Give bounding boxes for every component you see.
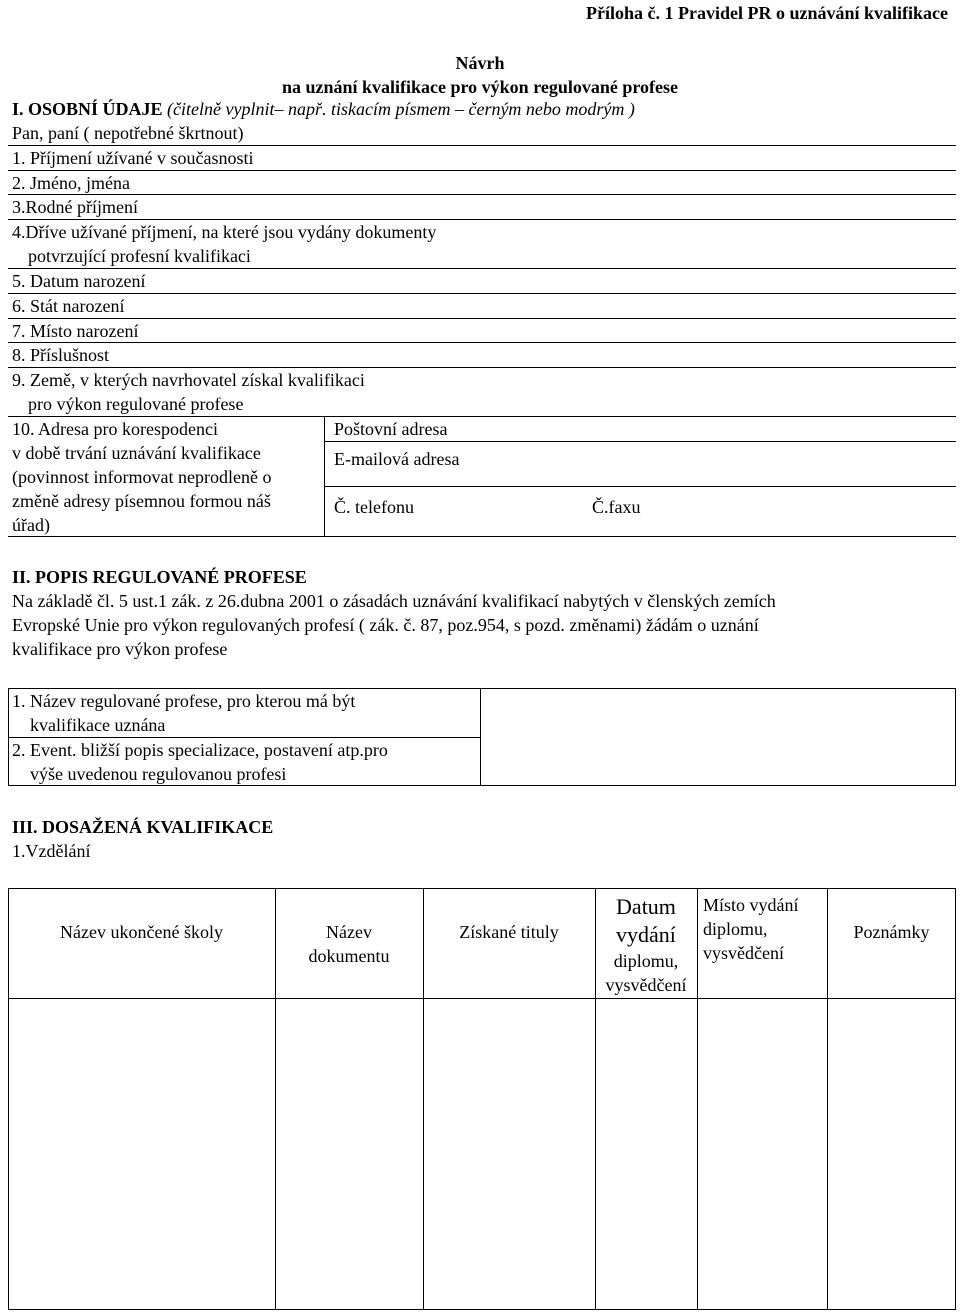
section1-heading-note: (čitelně vyplnit– např. tiskacím písmem – černým nebo modrým ) bbox=[167, 99, 635, 119]
field-qualification-countries[interactable]: 9. Země, v kterých navrhovatel získal kvalifikaci bbox=[12, 370, 365, 390]
address-label-line-4: změně adresy písemnou formou náš bbox=[12, 491, 271, 511]
address-label-line-1: 10. Adresa pro korespodenci bbox=[12, 419, 218, 439]
section2-intro-line-3: kvalifikace pro výkon profese bbox=[12, 639, 228, 659]
column-issue-place-line-3: vysvědčení bbox=[703, 943, 784, 963]
profession-input[interactable] bbox=[481, 689, 955, 785]
section2-heading: II. POPIS REGULOVANÉ PROFESE bbox=[12, 567, 307, 587]
section1-heading-line bbox=[12, 98, 635, 120]
school-name-input[interactable] bbox=[9, 999, 275, 1309]
column-issue-date-line-2: vydání bbox=[616, 922, 676, 947]
column-notes: Poznámky bbox=[853, 922, 930, 942]
specialization-label: 2. Event. bližší popis specializace, postavení atp.pro bbox=[12, 740, 388, 760]
column-issue-place-line-2: diplomu, bbox=[703, 919, 768, 939]
field-previous-surname[interactable]: 4.Dříve užívané příjmení, na které jsou vydány dokumenty bbox=[12, 222, 437, 242]
issue-date-input[interactable] bbox=[596, 999, 697, 1309]
section1-heading: I. OSOBNÍ ÚDAJE bbox=[12, 99, 163, 119]
field-birth-place[interactable]: 7. Místo narození bbox=[12, 321, 139, 341]
field-qualification-countries-cont: pro výkon regulované profese bbox=[28, 394, 244, 414]
field-birth-date[interactable]: 5. Datum narození bbox=[12, 271, 146, 291]
field-birth-surname[interactable]: 3.Rodné příjmení bbox=[12, 197, 138, 217]
column-issue-place-line-1: Místo vydání bbox=[703, 895, 799, 915]
email-address-field[interactable]: E-mailová adresa bbox=[334, 449, 460, 469]
document-title: Návrh bbox=[455, 53, 505, 73]
section3-subheading: 1.Vzdělání bbox=[12, 841, 91, 861]
field-first-names[interactable]: 2. Jméno, jména bbox=[12, 173, 130, 193]
issue-place-input[interactable] bbox=[698, 999, 827, 1309]
column-issue-date bbox=[595, 893, 697, 997]
profession-name-label: 1. Název regulované profese, pro kterou má být bbox=[12, 691, 356, 711]
field-citizenship[interactable]: 8. Příslušnost bbox=[12, 345, 110, 365]
column-document-name-line-2: dokumentu bbox=[308, 946, 390, 966]
section2-intro-line-1: Na základě čl. 5 ust.1 zák. z 26.dubna 2001 o zásadách uznávání kvalifikací nabytých v členských zemích bbox=[12, 591, 776, 611]
titles-input[interactable] bbox=[424, 999, 595, 1309]
field-current-surname[interactable]: 1. Příjmení užívané v současnosti bbox=[12, 148, 254, 168]
field-birth-country[interactable]: 6. Stát narození bbox=[12, 296, 125, 316]
notes-input[interactable] bbox=[828, 999, 955, 1309]
postal-address-field[interactable]: Poštovní adresa bbox=[334, 419, 448, 439]
column-issue-date-line-4: vysvědčení bbox=[605, 975, 687, 995]
profession-name-label-cont: kvalifikace uznána bbox=[30, 715, 166, 735]
column-issue-date-line-1: Datum bbox=[616, 894, 676, 919]
section2-intro-line-2: Evropské Unie pro výkon regulovaných profesí ( zák. č. 87, poz.954, s pozd. změnami) žádám o uznání bbox=[12, 615, 759, 635]
salutation-field[interactable]: Pan, paní ( nepotřebné škrtnout) bbox=[12, 123, 244, 143]
column-issue-date-line-3: diplomu, bbox=[613, 951, 679, 971]
column-document-name-line-1: Název bbox=[326, 922, 372, 942]
specialization-label-cont: výše uvedenou regulovanou profesi bbox=[30, 764, 287, 784]
column-titles: Získané tituly bbox=[459, 922, 559, 942]
fax-field[interactable]: Č.faxu bbox=[592, 497, 641, 517]
column-issue-place bbox=[703, 893, 827, 965]
field-previous-surname-cont: potvrzující profesní kvalifikaci bbox=[28, 246, 251, 266]
column-school-name: Název ukončené školy bbox=[60, 922, 223, 942]
document-subtitle: na uznání kvalifikace pro výkon regulované profese bbox=[281, 77, 679, 97]
document-name-input[interactable] bbox=[276, 999, 423, 1309]
appendix-label: Příloha č. 1 Pravidel PR o uznávání kvalifikace bbox=[586, 3, 948, 23]
address-label-line-5: úřad) bbox=[12, 515, 50, 535]
address-label-line-3: (povinnost informovat neprodleně o bbox=[12, 467, 272, 487]
column-document-name bbox=[275, 920, 423, 968]
address-label-line-2: v době trvání uznávání kvalifikace bbox=[12, 443, 261, 463]
phone-field[interactable]: Č. telefonu bbox=[334, 497, 414, 517]
section3-heading: III. DOSAŽENÁ KVALIFIKACE bbox=[12, 817, 274, 837]
